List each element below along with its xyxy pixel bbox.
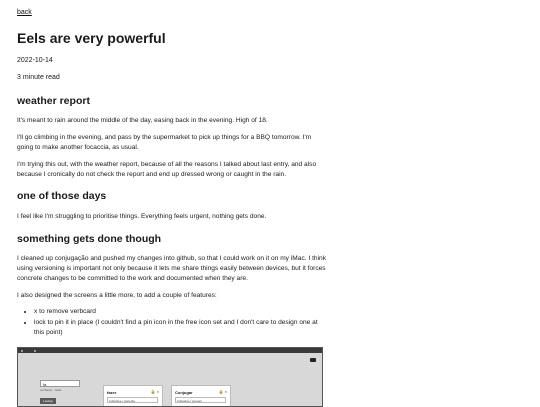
list-item: • lock to pin it in place (I couldn't find a pin icon in the free icon set and I don't care to design one at this point) [34,318,329,338]
paragraph: I cleaned up conjugação and pushed my changes into github, so that I could work on it on my iMac. I think using versioning is important not only because it lets me share things easily between devices, but it forces concrete changes to be committed to the work and documented when they are. [17,255,326,282]
chat-icon [310,358,316,362]
paragraph: I'll go climbing in the evening, and pass by the supermarket to pick up things for a BBQ tomorrow. I'm going to make another focaccia, as usual. [17,134,312,151]
read-time: 3 minute read [17,74,60,81]
tense-select: indicative / preterite [107,397,158,403]
lookup-button: Lookup [40,398,56,404]
section-heading-days: one of those days [17,190,107,202]
back-link[interactable]: back [17,9,32,16]
app-screenshot-image [17,347,323,407]
section-heading-weather: weather report [17,95,90,107]
lock-close-icons: 🔒 × [150,389,159,394]
window-dot [34,350,36,352]
tense-select: indicative / present [175,397,226,403]
window-dot [21,350,23,352]
lock-close-icons: 🔒 × [218,389,227,394]
verb-card [103,385,163,407]
post-title: Eels are very powerful [17,30,166,46]
feature-list [17,307,329,339]
verb-card-title: fazer [107,390,117,395]
paragraph: I also designed the screens a little more, to add a couple of features: [17,292,217,299]
paragraph: It's meant to rain around the middle of the day, easing back in the evening. High of 18. [17,117,268,124]
paragraph: I'm trying this out, with the weather report, because of all the reasons I talked about last entry, and also because I cronically do not check the report and end up dressed wrong or caught in the rain. [17,161,317,178]
paragraph: I feel like I'm struggling to prioritise things. Everything feels urgent, nothing gets done. [17,213,267,220]
window-titlebar [18,348,322,353]
verb-card [171,385,231,407]
post-date: 2022-10-14 [17,57,53,64]
section-heading-done: something gets done though [17,233,162,245]
search-hint: conhecer · fazer [40,388,62,392]
list-item: • x to remove verbcard [34,307,329,317]
search-input: fa [40,380,80,387]
verb-card-title: Conjugar [175,390,193,395]
